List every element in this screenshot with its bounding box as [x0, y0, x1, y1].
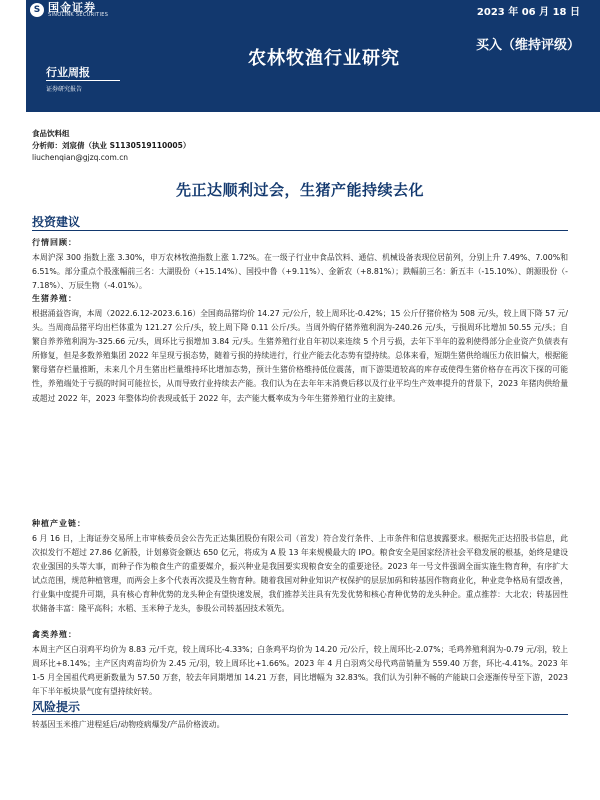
poultry-text: 本周主产区白羽鸡平均价为 8.83 元/千克，较上周环比-4.33%；白条鸡平均价为 14.20 元/公斤，较上周环比-2.07%；毛鸡养殖利润为-0.79 元/羽，较上周环比+8.14%；主产区肉鸡苗均价为 2.45 元/羽，较上周环比+1.66%。2023 年 4 月白羽鸡父母代鸡苗销量为 559.40 万套，环比-4.41%。2023 年 1-5 月全国祖代鸡更新数量为 57.50 万套，较去年同期增加 14.21 万套，同比增幅为 32.83%。我们认为引种不畅的产能缺口会逐渐传导至下游，2023 年下半年板块景气度有望持续好转。: [32, 645, 568, 697]
risk-text: 转基因玉米推广进程延后/动物疫病爆发/产品价格波动。: [32, 720, 225, 729]
section-divider: [32, 230, 568, 231]
report-title: 先正达顺利过会，生猪产能持续去化: [175, 181, 424, 199]
pig-text: 根据涌益咨询，本周（2022.6.12-2023.6.16）全国商品猪均价 14.27 元/公斤，较上周环比-0.42%；15 公斤仔猪价格为 508 元/头，较上周下降 57 元/头。当周商品猪平均出栏体重为 121.27 公斤/头，较上周下降 0.11 公斤/头。当周外购仔猪养殖利润为-240.26 元/头，亏损周环比增加 50.55 元/头；自繁自养养殖利润为-325.66 元/头，周环比亏损增加 3.84 元/头。生猪养殖行业自年初以来连续 5 个月亏损，去年下半年的盈利使得部分企业资产负债表有所修复，但是多数养殖集团 2022 年呈现亏损态势，随着亏损的持续进行，行业产能去化态势有望持续。总体来看，短期生猪供给端压力依旧偏大，根据能繁母猪存栏量推断，未来几个月生猪出栏量维持环比增加态势，预计生猪价格维持低位震荡，而下游渠道较高的库存或使得生猪价格存在再次下探的可能性，养殖端处于亏损的时间可能拉长，从而导致行业持续去产能。我们认为在去年年末消费后移以及行业平均生产效率提升的背景下，2023 年猪肉供给量或超过 2022 年，2023 年整体均价表现或低于 2022 年，去产能大概率成为今年生猪养殖行业的主旋律。: [32, 309, 568, 403]
report-date: 2023 年 06 月 18 日: [476, 7, 580, 18]
market-review-text: 本周沪深 300 指数上涨 3.30%，申万农林牧渔指数上涨 1.72%。在一级子行业中食品饮料、通信、机械设备表现位居前列，分别上升 7.49%、7.00%和 6.51%。部分重点个股涨幅前三名：大湖股份（+15.14%）、国投中鲁（+9.11%）、金新农（+8.81%）；跌幅前三名：新五丰（-15.10%）、朗源股份（-7.18%）、万辰生物（-4.01%）。: [32, 253, 568, 291]
company-logo: [30, 0, 108, 20]
logo-name-cn: 国金证券: [48, 1, 96, 14]
poultry-heading: 禽类养殖：: [32, 630, 77, 639]
section-risk-heading: 风险提示: [32, 700, 81, 714]
market-review-heading: 行情回顾：: [32, 238, 77, 247]
report-type: 行业周报: [46, 66, 90, 79]
analyst-info: [32, 128, 190, 164]
header-divider: [46, 80, 120, 81]
analyst-group: 食品饮料组: [32, 129, 70, 138]
pig-heading: 生猪养殖：: [32, 294, 77, 303]
report-header: [26, 0, 600, 112]
seed-heading: 种植产业链：: [32, 519, 86, 528]
seed-text: 6 月 16 日，上海证券交易所上市审核委员会公告先正达集团股份有限公司（首发）符合发行条件、上市条件和信息披露要求。根据先正达招股书信息，此次拟发行不超过 27.86 亿新股，计划募资金额达 650 亿元，将成为 A 股 13 年来规模最大的 IPO。粮食安全是国家经济社会平稳发展的根基，始终是建设农业强国的头等大事，而种子作为粮食生产的重要媒介，振兴种业是我国要实现粮食安全的重要途径。2023 年一号文件强调全面实施生物育种，有序扩大试点范围，规范种植管理，而两会上多个代表再次提及生物育种。随着我国对种业知识产权保护的层层加码和转基因作物商业化，种业竞争格局有望改善，行业集中度提升可期，具有核心育种优势的龙头种企有望快速发展，我们推荐关注具有先发优势和核心育种优势的龙头种企。重点推荐：大北农；转基因性状储备丰富：隆平高科；水稻、玉米种子龙头，参股公司转基因技术领先。: [32, 534, 568, 614]
analyst-name: 分析师：刘宸倩（执业 S1130519110005）: [32, 141, 191, 150]
report-subtype: 证券研究报告: [46, 86, 83, 93]
logo-name-en: SINOLINK SECURITIES: [48, 12, 109, 18]
section-divider: [32, 714, 568, 715]
analyst-email[interactable]: liuchenqian@gjzq.com.cn: [32, 153, 129, 162]
logo-icon: S: [30, 3, 44, 17]
industry-title: 农林牧渔行业研究: [248, 48, 400, 69]
rating-badge: 买入（维持评级）: [475, 38, 580, 53]
section-investment-heading: 投资建议: [32, 215, 81, 229]
